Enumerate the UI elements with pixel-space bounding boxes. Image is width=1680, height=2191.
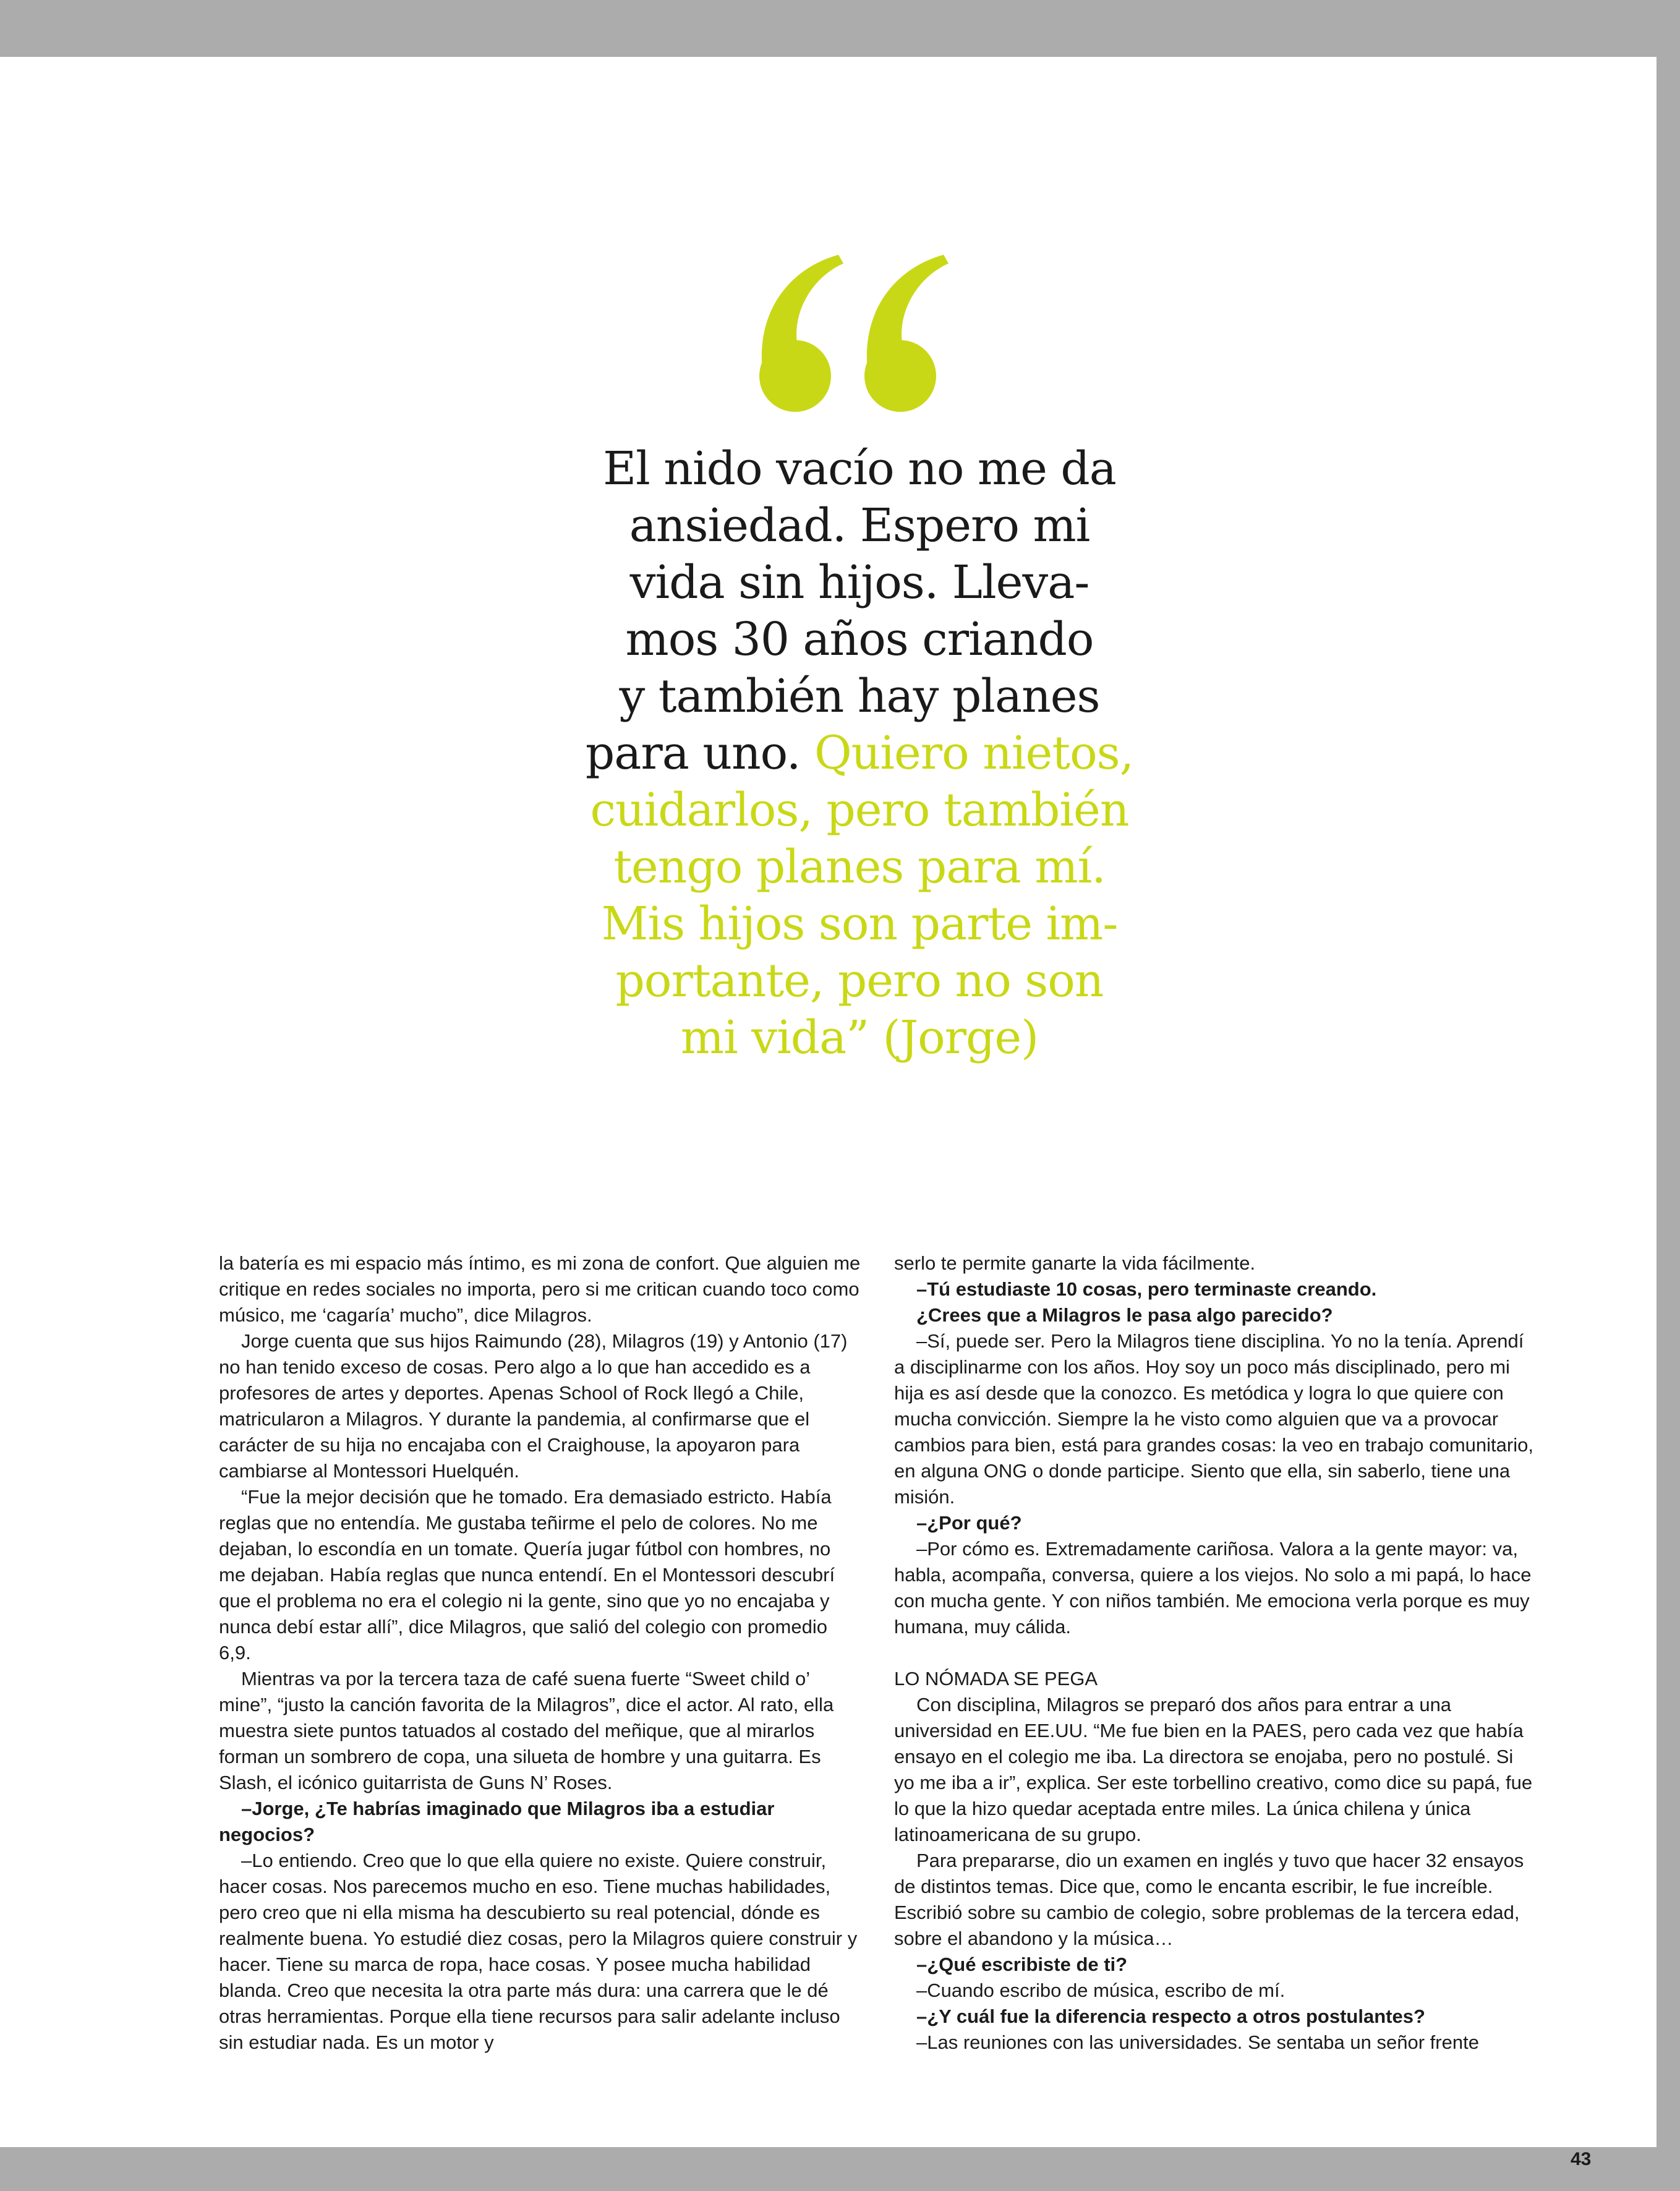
pull-quote-line: y también hay planes xyxy=(619,670,1100,723)
pull-quote-line: mos 30 años criando xyxy=(625,613,1094,666)
magazine-page xyxy=(0,57,1657,2169)
pull-quote-line: El nido vacío no me da xyxy=(603,442,1116,495)
pull-quote-line-mixed xyxy=(575,725,1144,782)
paragraph: la batería es mi espacio más íntimo, es mi zona de confort. Que alguien me critique en redes sociales no importa, pero si me critican cuando toco como músico, me ‘cagaría’ mucho”, dice Milagros. xyxy=(219,1252,861,1326)
paragraph: Jorge cuenta que sus hijos Raimundo (28), Milagros (19) y Antonio (17) no han tenido exceso de cosas. Pero algo a lo que han accedido es a profesores de artes y deportes. Apenas School of Rock llegó a Chile, matricularon a Milagros. Y durante la pandemia, al confirmarse que el carácter de su hija no encajaba con el Craighouse, la apoyaron para cambiarse al Montessori Huelquén. xyxy=(219,1330,848,1482)
pull-quote-accent-line: Mis hijos son parte im- xyxy=(601,897,1118,950)
interview-question: –Tú estudiaste 10 cosas, pero terminaste creando. xyxy=(916,1278,1377,1300)
pull-quote-black-fragment: para uno. xyxy=(585,727,814,780)
pull-quote-accent-line: cuidarlos, pero también xyxy=(590,784,1129,837)
interview-answer: –Por cómo es. Extremadamente cariñosa. Valora a la gente mayor: va, habla, acompaña, conversa, quiere a los viejos. No solo a mi papá, lo hace con mucha gente. Y con niños también. Me emociona verla porque es muy humana, muy cálida. xyxy=(894,1538,1532,1638)
paragraph: Con disciplina, Milagros se preparó dos años para entrar a una universidad en EE.UU. “Me fue bien en la PAES, pero cada vez que había ensayo en el colegio me iba. La directora se enojaba, pero no postulé. Si yo me iba a ir”, explica. Ser este torbellino creativo, como dice su papá, fue lo que la hizo quedar aceptada entre miles. La única chilena y única latinoamericana de su grupo. xyxy=(894,1694,1533,1845)
paragraph: “Fue la mejor decisión que he tomado. Era demasiado estricto. Había reglas que no entendía. Me gustaba teñirme el pelo de colores. No me dejaban, lo escondía en un tomate. Quería jugar fútbol con hombres, no me dejaban. Había reglas que nunca entendí. En el Montessori descubrí que el problema no era el colegio ni la gente, sino que yo no encajaba y nunca debí estar allí”, dice Milagros, que salió del colegio con promedio 6,9. xyxy=(219,1486,835,1664)
pull-quote-accent-line: portante, pero no son xyxy=(615,954,1104,1007)
paragraph: Para prepararse, dio un examen en inglés y tuvo que hacer 32 ensayos de distintos temas. Dice que, como le encanta escribir, le fue increíble. Escribió sobre su cambio de colegio, sobre problemas de la tercera edad, sobre el abandono y la música… xyxy=(894,1850,1524,1949)
pull-quote xyxy=(575,440,1144,1066)
pull-quote-accent-line: mi vida” (Jorge) xyxy=(680,1011,1039,1064)
paragraph: serlo te permite ganarte la vida fácilmente. xyxy=(894,1252,1256,1274)
page-number: 43 xyxy=(1571,2149,1592,2169)
interview-question: –Jorge, ¿Te habrías imaginado que Milagros iba a estudiar negocios? xyxy=(219,1798,775,1845)
interview-answer: –Cuando escribo de música, escribo de mí. xyxy=(916,1980,1286,2001)
pull-quote-line: vida sin hijos. Lleva- xyxy=(629,556,1089,609)
interview-answer: –Sí, puede ser. Pero la Milagros tiene disciplina. Yo no la tenía. Aprendí a disciplinarme con los años. Hoy soy un poco más disciplinado, pero mi hija es así desde que la conozco. Es metódica y logra lo que quiere con mucha convicción. Siempre la he visto como alguien que va a provocar cambios para bien, está para grandes cosas: la veo en trabajo comunitario, en alguna ONG o donde participe. Siento que ella, sin saberlo, tiene una misión. xyxy=(894,1330,1533,1508)
interview-question: –¿Y cuál fue la diferencia respecto a otros postulantes? xyxy=(916,2005,1425,2027)
pull-quote-line: ansiedad. Espero mi xyxy=(629,499,1090,552)
section-subheading: LO NÓMADA SE PEGA xyxy=(894,1668,1098,1689)
interview-answer: –Las reuniones con las universidades. Se sentaba un señor frente xyxy=(916,2031,1479,2053)
opening-double-quote-icon xyxy=(758,254,962,414)
paragraph: Mientras va por la tercera taza de café suena fuerte “Sweet child o’ mine”, “justo la canción favorita de la Milagros”, dice el actor. Al rato, ella muestra siete puntos tatuados al costado del meñique, que al mirarlos forman un sombrero de copa, una silueta de hombre y una guitarra. Es Slash, el icónico guitarrista de Guns N’ Roses. xyxy=(219,1668,834,1793)
pull-quote-accent-fragment: Quiero nietos, xyxy=(814,727,1134,780)
interview-answer: –Lo entiendo. Creo que lo que ella quiere no existe. Quiere construir, hacer cosas. Nos parecemos mucho en eso. Tiene muchas habilidades, pero creo que ni ella misma ha descubierto su real potencial, dónde es realmente buena. Yo estudié diez cosas, pero la Milagros quiere construir y hacer. Tiene su marca de ropa, hace cosas. Y posee mucha habilidad blanda. Creo que necesita la otra parte más dura: una carrera que le dé otras herramientas. Porque ella tiene recursos para salir adelante incluso sin estudiar nada. Es un motor y xyxy=(219,1850,858,2053)
right-text-column xyxy=(894,1250,1537,2056)
interview-question: –¿Por qué? xyxy=(916,1512,1022,1534)
interview-question: ¿Crees que a Milagros le pasa algo parecido? xyxy=(916,1304,1333,1326)
left-text-column xyxy=(219,1250,862,2056)
pull-quote-accent-line: tengo planes para mí. xyxy=(613,840,1106,894)
interview-question: –¿Qué escribiste de ti? xyxy=(916,1954,1128,1975)
